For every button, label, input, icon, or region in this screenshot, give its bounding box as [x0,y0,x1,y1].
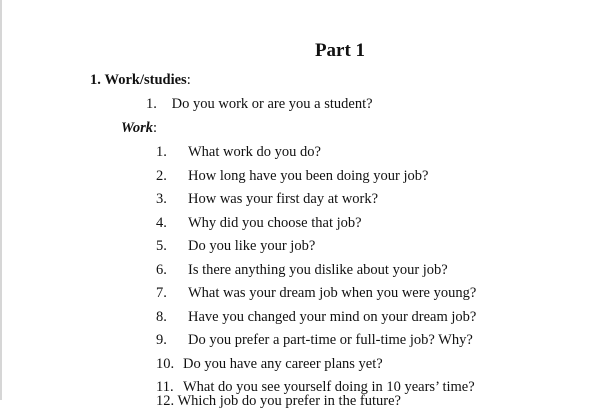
list-item: 9. Do you prefer a part-time or full-time job? Why? [156,332,473,348]
list-item: 5. Do you like your job? [156,238,316,254]
section-number: 1. [90,72,101,88]
intro-question-number: 1. [146,96,157,112]
intro-question-text: Do you work or are you a student? [171,96,373,112]
list-item: 3. How was your first day at work? [156,191,379,207]
list-item: 6. Is there anything you dislike about your job? [156,261,448,278]
page-title: Part 1 [314,40,366,61]
subsection-name: Work [121,120,153,136]
list-item: 10. Do you have any career plans yet? [156,355,383,372]
partial-next-line: 12. Which job do you prefer in the future? [156,393,401,409]
list-item: 1. What work do you do? [156,144,321,160]
list-item: 4. Why did you choose that job? [156,214,362,231]
list-item: 8. Have you changed your mind on your dream job? [156,308,477,325]
section-name: Work/studies [104,72,187,88]
subsection-heading [121,120,157,137]
intro-question [146,96,373,113]
question-list [156,143,476,402]
list-item: 7. What was your dream job when you were young? [156,285,477,301]
list-item: 11. What do you see yourself doing in 10 years’ time? [156,379,475,395]
list-item: 2. How long have you been doing your job? [156,167,429,184]
section-heading [90,72,191,89]
section-suffix: : [186,72,191,88]
subsection-suffix: : [152,120,157,136]
